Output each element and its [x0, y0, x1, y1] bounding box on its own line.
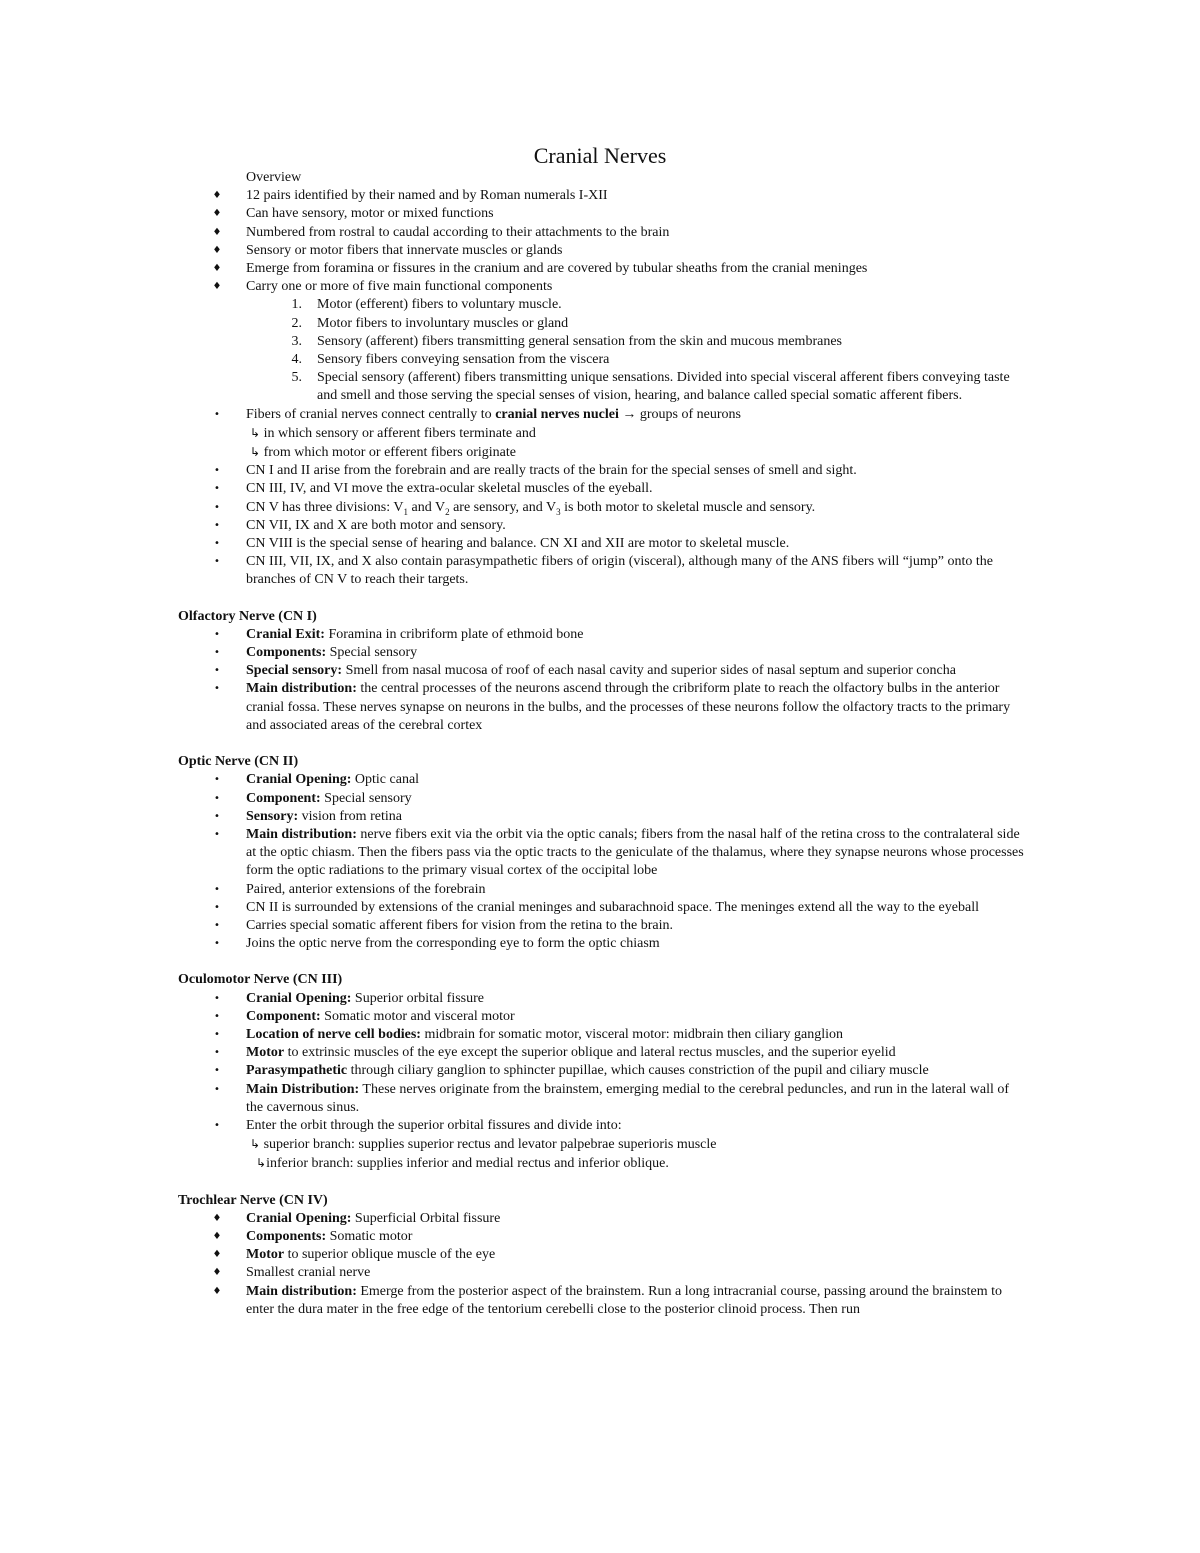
list-item: 2. Motor fibers to involuntary muscles or gland	[291, 315, 569, 331]
bullet-icon: •	[214, 1010, 220, 1022]
list-item: • CN V has three divisions: $V_1$ and $V_2$ are sensory, and $V_3$ is both motor to skeletal muscle and sensory.	[178, 499, 1028, 517]
list-item: • Paired, anterior extensions of the forebrain	[178, 881, 1028, 899]
bullet-icon: •	[214, 992, 220, 1004]
overview-list-2	[178, 406, 1028, 424]
bullet-icon: •	[214, 828, 220, 840]
bullet-icon: •	[214, 919, 220, 931]
bullet-icon: ♦	[212, 226, 222, 238]
section-heading-oculomotor: Oculomotor Nerve (CN III)	[178, 972, 343, 988]
sub-item: ↳ from which motor or efferent fibers originate	[250, 445, 516, 461]
arrow-icon: ↳	[250, 425, 261, 440]
list-item: • Cranial Exit: Foramina in cribriform plate of ethmoid bone	[178, 626, 1028, 644]
bullet-icon: •	[214, 1047, 220, 1059]
bullet-icon: ♦	[212, 244, 222, 256]
bullet-icon: •	[214, 810, 220, 822]
bullet-icon: ♦	[212, 281, 222, 293]
list-item: • CN I and II arise from the forebrain and are really tracts of the brain for the special senses of smell and sight.	[178, 462, 1028, 480]
overview-list-3	[178, 462, 1028, 589]
list-item: • Cranial Opening: Optic canal	[178, 771, 1028, 789]
list-item: • Enter the orbit through the superior orbital fissures and divide into:	[178, 1117, 1028, 1135]
list-item: • Location of nerve cell bodies: midbrain for somatic motor, visceral motor: midbrain then ciliary ganglion	[178, 1026, 1028, 1044]
page-title: Cranial Nerves	[533, 143, 667, 168]
list-item: ♦ Cranial Opening: Superficial Orbital fissure	[178, 1210, 1028, 1228]
list-item: • CN III, VII, IX, and X also contain parasympathetic fibers of origin (visceral), although many of the ANS fibers will “jump” onto the branches of CN V to reach their targets.	[178, 553, 1028, 589]
list-item: • Parasympathetic through ciliary ganglion to sphincter pupillae, which causes constriction of the pupil and ciliary muscle	[178, 1062, 1028, 1080]
list-item: ♦ Sensory or motor fibers that innervate muscles or glands	[178, 242, 1028, 260]
bullet-icon: ♦	[212, 1230, 222, 1242]
bullet-icon: •	[214, 792, 220, 804]
list-item: 4. Sensory fibers conveying sensation from the viscera	[291, 352, 610, 368]
bullet-icon: •	[214, 938, 220, 950]
list-item: ♦ 12 pairs identified by their named and by Roman numerals I-XII	[178, 187, 1028, 205]
bullet-icon: •	[214, 883, 220, 895]
components-list	[178, 296, 1028, 405]
oculomotor-list	[178, 990, 1028, 1136]
list-item: ♦ Main distribution: Emerge from the posterior aspect of the brainstem. Run a long intracranial course, passing around the brainstem to enter the dura mater in the free edge of the tentorium cerebelli close to the posterior clinoid process. Then run	[212, 1283, 1002, 1317]
list-item: • Cranial Opening: Superior orbital fissure	[178, 990, 1028, 1008]
bullet-icon: ♦	[212, 190, 222, 202]
bullet-icon: ♦	[212, 263, 222, 275]
list-item: 3. Sensory (afferent) fibers transmitting general sensation from the skin and mucous membranes	[291, 333, 842, 349]
list-item: • Sensory: vision from retina	[178, 808, 1028, 826]
list-item: • Fibers of cranial nerves connect centrally to cranial nerves nuclei → groups of neurons	[178, 406, 1028, 424]
bullet-icon: •	[214, 628, 220, 640]
bullet-icon: •	[214, 901, 220, 913]
bullet-icon: •	[214, 538, 220, 550]
document-body	[178, 169, 1028, 1319]
list-item: • Motor to extrinsic muscles of the eye except the superior oblique and lateral rectus muscles, and the superior eyelid	[178, 1044, 1028, 1062]
sub-item: ↳inferior branch: supplies inferior and medial rectus and inferior oblique.	[256, 1156, 669, 1172]
bullet-icon: •	[214, 774, 220, 786]
overview-label: Overview	[246, 170, 302, 185]
list-item: ♦ Carry one or more of five main functional components	[178, 278, 1028, 296]
optic-list	[178, 771, 1028, 953]
bullet-icon: •	[214, 556, 220, 568]
overview-list	[178, 187, 1028, 296]
sub-item: ↳ in which sensory or afferent fibers terminate and	[250, 425, 536, 441]
list-item: • Joins the optic nerve from the corresponding eye to form the optic chiasm	[178, 935, 1028, 953]
list-item: ♦ Emerge from foramina or fissures in the cranium and are covered by tubular sheaths from the cranial meninges	[178, 260, 1028, 278]
bullet-icon: •	[214, 1065, 220, 1077]
list-item: ♦ Numbered from rostral to caudal according to their attachments to the brain	[178, 224, 1028, 242]
bullet-icon: ♦	[212, 1267, 222, 1279]
trochlear-list	[178, 1210, 1028, 1319]
arrow-icon: ↳	[250, 1137, 261, 1152]
bullet-icon: ♦	[212, 1212, 222, 1224]
arrow-icon: ↳	[256, 1156, 267, 1171]
list-item: • Main distribution: nerve fibers exit via the orbit via the optic canals; fibers from the nasal half of the retina cross to the contralateral side at the optic chiasm. Then the fibers pass via the optic tracts to the geniculate of the thalamus, where they synapse neurons whose processes form the optic radiations to the primary visual cortex of the occipital lobe	[178, 826, 1028, 881]
arrow-icon: ↳	[250, 445, 261, 460]
bullet-icon: •	[214, 683, 220, 695]
bullet-icon: •	[214, 519, 220, 531]
list-item: ♦ Motor to superior oblique muscle of the eye	[178, 1246, 1028, 1264]
bullet-icon: ♦	[212, 208, 222, 220]
list-item: • CN III, IV, and VI move the extra-ocular skeletal muscles of the eyeball.	[178, 480, 1028, 498]
list-item: • Main Distribution: These nerves originate from the brainstem, emerging medial to the cerebral peduncles, and run in the lateral wall of the cavernous sinus.	[178, 1081, 1028, 1117]
section-heading-olfactory: Olfactory Nerve (CN I)	[178, 608, 317, 624]
list-item: 5. Special sensory (afferent) fibers transmitting unique sensations. Divided into special visceral afferent fibers conveying taste and smell and those serving the special senses of vision, hearing, and balance called special somatic afferent fibers.	[291, 370, 1010, 404]
list-item: • Main distribution: the central processes of the neurons ascend through the cribriform plate to reach the olfactory bulbs in the anterior cranial fossa. These nerves synapse on neurons in the bulbs, and the processes of these neurons follow the olfactory tracts to the primary and associated areas of the cerebral cortex	[178, 680, 1028, 735]
bullet-icon: •	[214, 465, 220, 477]
bullet-icon: ♦	[212, 1249, 222, 1261]
bullet-icon: •	[214, 501, 220, 513]
section-heading-optic: Optic Nerve (CN II)	[178, 754, 299, 770]
bullet-icon: •	[214, 1028, 220, 1040]
list-item: ♦ Components: Somatic motor	[178, 1228, 1028, 1246]
bullet-icon: ♦	[212, 1285, 222, 1297]
list-item: • CN VII, IX and X are both motor and sensory.	[178, 517, 1028, 535]
list-item: • Carries special somatic afferent fibers for vision from the retina to the brain.	[178, 917, 1028, 935]
sub-item: ↳ superior branch: supplies superior rectus and levator palpebrae superioris muscle	[250, 1137, 717, 1153]
bullet-icon: •	[214, 665, 220, 677]
list-item: • CN VIII is the special sense of hearing and balance. CN XI and XII are motor to skeletal muscle.	[178, 535, 1028, 553]
bullet-icon: •	[214, 647, 220, 659]
list-item: 1. Motor (efferent) fibers to voluntary muscle.	[291, 297, 562, 313]
list-item: • CN II is surrounded by extensions of the cranial meninges and subarachnoid space. The meninges extend all the way to the eyeball	[178, 899, 1028, 917]
bullet-icon: •	[214, 483, 220, 495]
section-heading-trochlear: Trochlear Nerve (CN IV)	[178, 1192, 328, 1208]
bullet-icon: •	[214, 1119, 220, 1131]
list-item: • Components: Special sensory	[178, 644, 1028, 662]
list-item: • Special sensory: Smell from nasal mucosa of roof of each nasal cavity and superior sides of nasal septum and superior concha	[178, 662, 1028, 680]
bullet-icon: •	[214, 408, 220, 420]
list-item: • Component: Special sensory	[178, 790, 1028, 808]
olfactory-list	[178, 626, 1028, 735]
list-item: ♦ Smallest cranial nerve	[178, 1264, 1028, 1282]
bullet-icon: •	[214, 1083, 220, 1095]
list-item: ♦ Can have sensory, motor or mixed functions	[178, 205, 1028, 223]
list-item: • Component: Somatic motor and visceral motor	[178, 1008, 1028, 1026]
